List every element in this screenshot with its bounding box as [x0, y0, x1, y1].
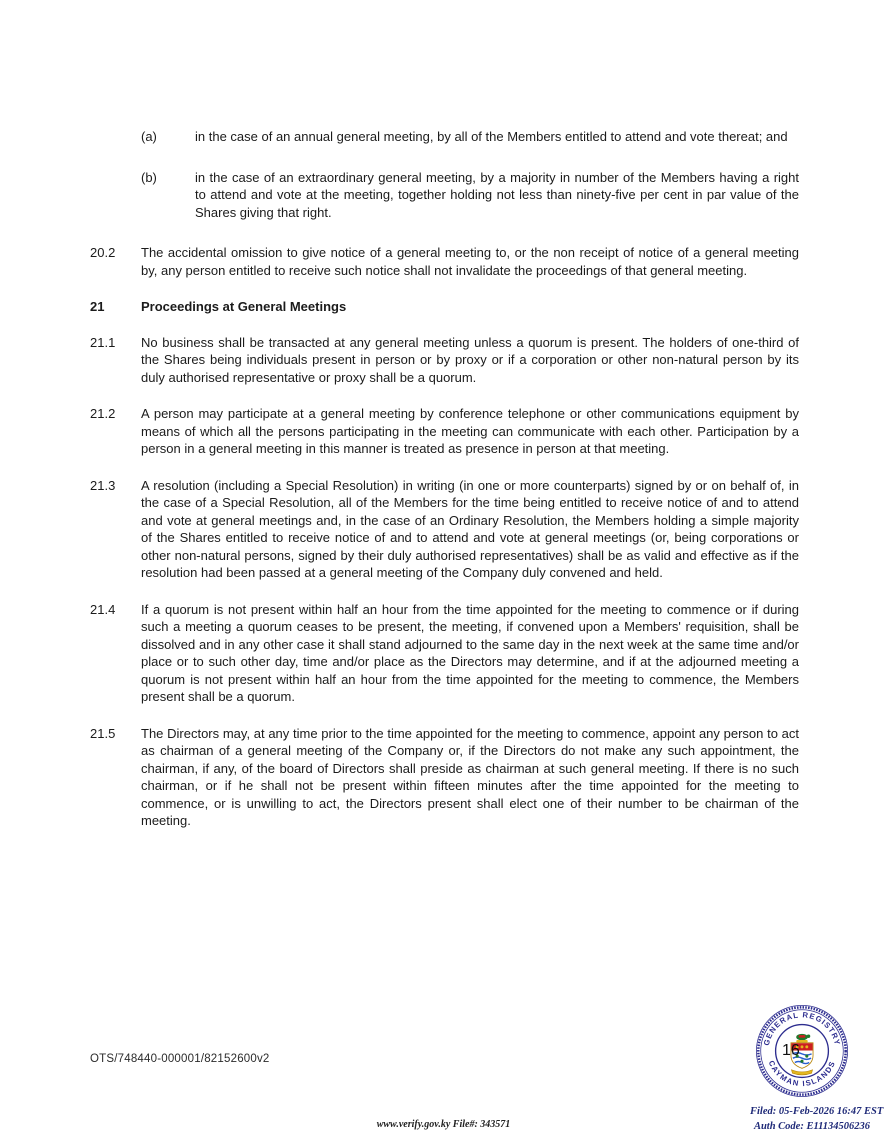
clause-21-4-text: If a quorum is not present within half an hour from the time appointed for the meeting to commence or if during such a meeting a quorum ceases to be present, the meeting, if convened upon a Members' requisition, shall be dissolved and in any other case it shall stand adjourned to the same day in the next week at the same time and/or place or to such other day, time and/or place as the Directors may determine, and if at the adjourned meeting a quorum is not present within half an hour from the time appointed for the meeting to commence, the Members present shall be a quorum.: [141, 601, 799, 704]
subclause-a-label: (a): [141, 129, 157, 144]
cayman-registry-seal-icon: [754, 1003, 850, 1099]
document-body: [90, 128, 799, 849]
clause-21-1: [90, 334, 799, 387]
subclause-b-text: in the case of an extraordinary general meeting, by a majority in number of the Members having a right to attend and vote at the meeting, together holding not less than ninety-five per cent in par value of the Shares giving that right.: [195, 169, 799, 220]
subclause-b: [141, 169, 799, 222]
section-heading-21: [90, 298, 799, 316]
section-21-title: Proceedings at General Meetings: [141, 299, 347, 314]
clause-21-3-text: A resolution (including a Special Resolution) in writing (in one or more counterparts) signed by or on behalf of, in the case of a Special Resolution, all of the Members for the time being entitled to receive notice of and to attend and vote at general meetings and, in the case of an Ordinary Resolution, the Members holding a simple majority of the Shares entitled to receive notice of and to attend and vote at general meetings (or, being corporations or other non-natural persons, signed by their duly authorised representatives) shall be as valid and effective as if the resolution had been passed at a general meeting of the Company duly convened and held.: [141, 477, 799, 580]
seal-bottom-text: CAYMAN ISLANDS: [766, 1059, 838, 1089]
clause-21-5-text: The Directors may, at any time prior to the time appointed for the meeting to commence, appoint any person to act as chairman of a general meeting of the Company or, if the Directors do not make any such appointment, the chairman, if any, of the board of Directors shall preside as chairman at such general meeting. If there is no such chairman, or if he shall not be present within fifteen minutes after the time appointed for the meeting to commence, or is unwilling to act, the Directors present shall elect one of their number to be chairman of the meeting.: [141, 725, 799, 828]
filed-date: Filed: 05-Feb-2026 16:47 EST: [750, 1106, 884, 1117]
seal-top-text: GENERAL REGISTRY: [761, 1010, 843, 1047]
verification-footer: www.verify.gov.ky File#: 343571: [376, 1119, 511, 1130]
document-reference: OTS/748440-000001/82152600v2: [90, 1053, 270, 1065]
clause-21-2: [90, 405, 799, 458]
clause-21-4-number: 21.4: [90, 601, 116, 617]
clause-21-2-text: A person may participate at a general meeting by conference telephone or other communications equipment by means of which all the persons participating in the meeting can communicate with each other. Participation by a person in a general meeting in this manner is treated as presence in person at that meeting.: [141, 406, 799, 456]
clause-21-4: [90, 601, 799, 706]
clause-21-3: [90, 477, 799, 582]
clause-21-5: [90, 725, 799, 830]
subclause-b-label: (b): [141, 169, 157, 185]
clause-20-2-number: 20.2: [90, 245, 116, 260]
subclause-a-text: in the case of an annual general meeting, by all of the Members entitled to attend and vote thereat; and: [195, 129, 788, 144]
clause-21-1-text: No business shall be transacted at any general meeting unless a quorum is present. The holders of one-third of the Shares being individuals present in person or by proxy or if a corporation or other non-natural person by its duly authorised representative or proxy shall be a quorum.: [141, 334, 799, 385]
registry-seal-icon: [754, 1003, 850, 1099]
clause-21-5-number: 21.5: [90, 725, 116, 741]
clause-20-2: [90, 244, 799, 279]
clause-21-2-number: 21.2: [90, 406, 116, 421]
auth-code: Auth Code: E11134506236: [753, 1121, 871, 1132]
clause-20-2-text: The accidental omission to give notice of a general meeting to, or the non receipt of notice of a general meeting by, any person entitled to receive such notice shall not invalidate the proceedings of that general meeting.: [141, 245, 799, 278]
subclause-a: [141, 128, 799, 146]
clause-21-3-number: 21.3: [90, 477, 116, 493]
section-21-number: 21: [90, 299, 105, 314]
page-number: 16: [782, 1042, 800, 1059]
clause-21-1-number: 21.1: [90, 334, 116, 350]
